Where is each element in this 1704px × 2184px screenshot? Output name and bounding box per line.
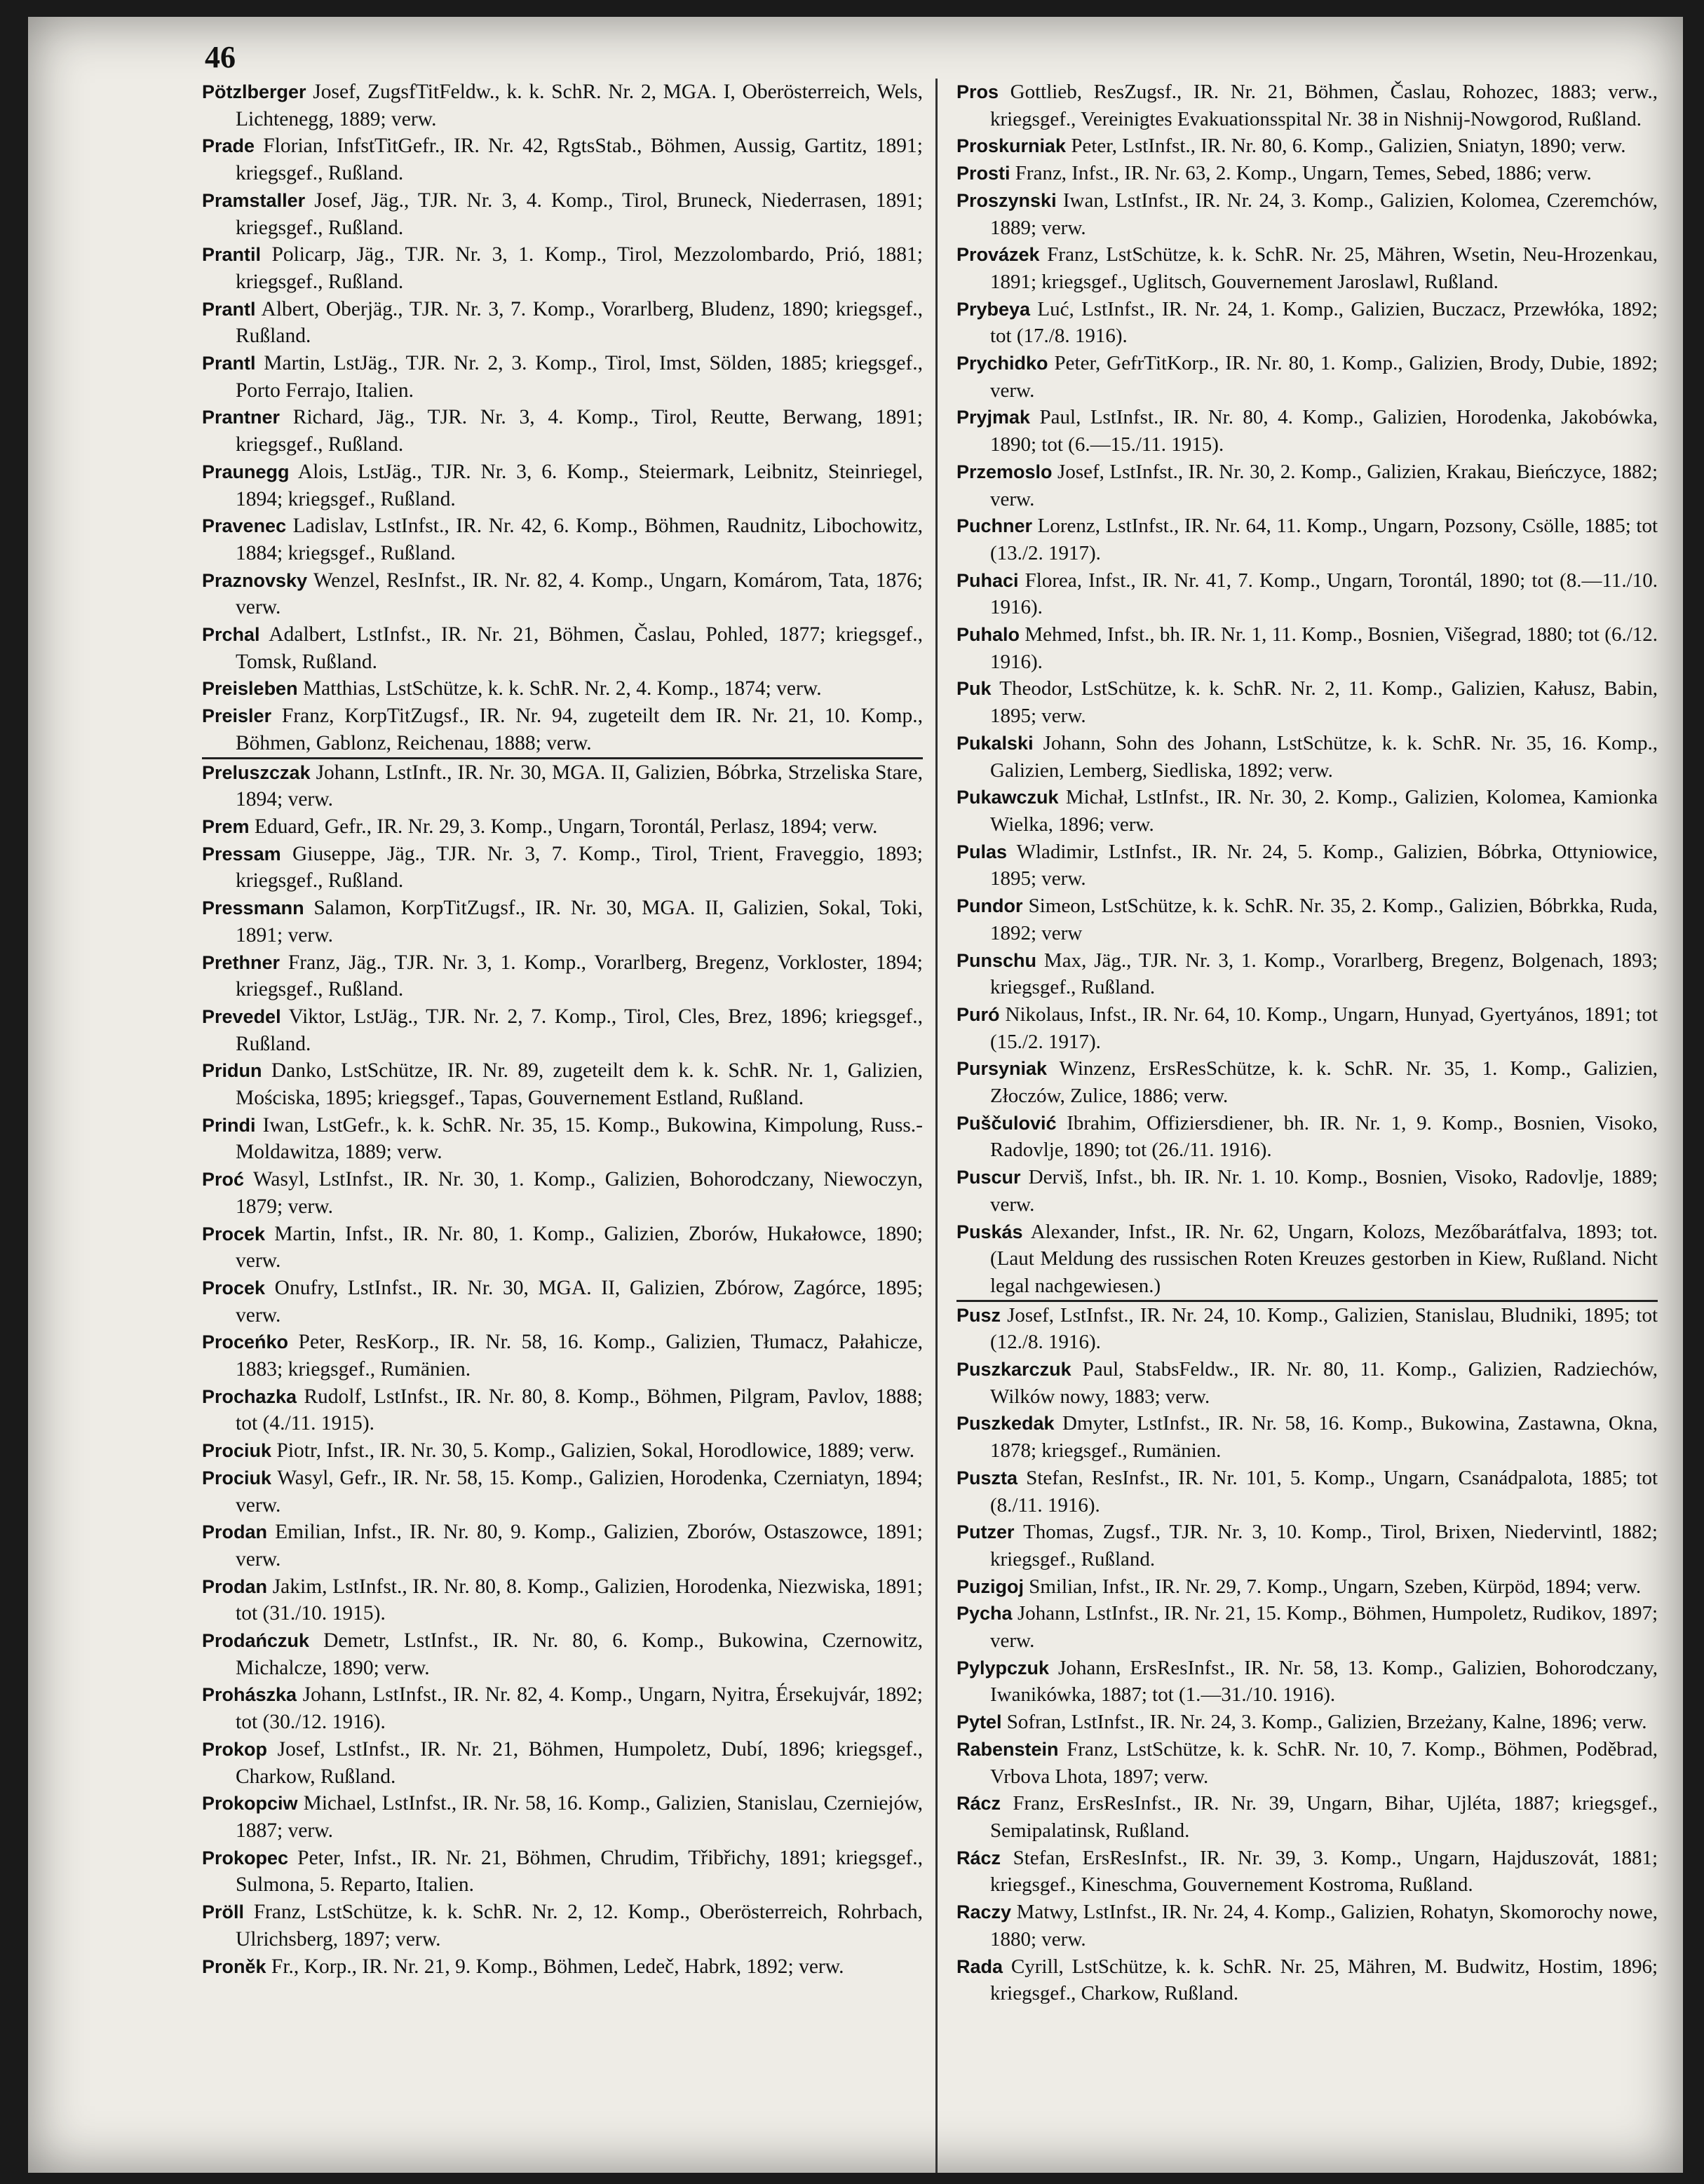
entry-surname: Rabenstein bbox=[956, 1738, 1059, 1760]
entry-surname: Prokopec bbox=[202, 1847, 289, 1868]
entry-details: Thomas, Zugsf., TJR. Nr. 3, 10. Komp., Tirol, Brixen, Niedervintl, 1882; kriegsgef., Rußland. bbox=[990, 1521, 1658, 1571]
entry-details: Salamon, KorpTitZugsf., IR. Nr. 30, MGA. II, Galizien, Sokal, Toki, 1891; verw. bbox=[236, 897, 924, 947]
entry-details: Paul, LstInfst., IR. Nr. 80, 4. Komp., Galizien, Horodenka, Jakobówka, 1890; tot (6.—15./11. 1915). bbox=[990, 406, 1658, 456]
entry-surname: Pusz bbox=[956, 1304, 1001, 1326]
register-entry bbox=[202, 241, 923, 295]
entry-details: Florian, InfstTitGefr., IR. Nr. 42, RgtsStab., Böhmen, Aussig, Gartitz, 1891; kriegsgef., Rußland. bbox=[236, 135, 924, 185]
entry-details: Gottlieb, ResZugsf., IR. Nr. 21, Böhmen, Časlau, Rohozec, 1883; verw., kriegsgef., Vereinigtes Evakuationsspital Nr. 38 in Nishnij-Nowgorod, Rußland. bbox=[990, 81, 1658, 130]
entry-details: Giuseppe, Jäg., TJR. Nr. 3, 7. Komp., Tirol, Trient, Fraveggio, 1893; kriegsgef., Rußland. bbox=[236, 842, 924, 893]
entry-surname: Pros bbox=[956, 81, 999, 102]
entry-surname: Procek bbox=[202, 1277, 266, 1298]
entry-surname: Putzer bbox=[956, 1521, 1015, 1543]
entry-details: Viktor, LstJäg., TJR. Nr. 2, 7. Komp., Tirol, Cles, Brez, 1896; kriegsgef., Rußland. bbox=[236, 1005, 923, 1055]
register-entry bbox=[956, 404, 1658, 458]
entry-details: Albert, Oberjäg., TJR. Nr. 3, 7. Komp., Vorarlberg, Bludenz, 1890; kriegsgef., Rußland. bbox=[236, 297, 924, 348]
register-entry bbox=[202, 1953, 923, 1981]
register-entry bbox=[956, 1110, 1658, 1164]
entry-surname: Pramstaller bbox=[202, 189, 306, 211]
register-entry bbox=[202, 1383, 923, 1437]
entry-details: Johann, LstInfst., IR. Nr. 82, 4. Komp., Ungarn, Nyitra, Érsekujvár, 1892; tot (30./12. 1916). bbox=[236, 1683, 923, 1734]
entry-details: Emilian, Infst., IR. Nr. 80, 9. Komp., Galizien, Zborów, Ostaszowce, 1891; verw. bbox=[236, 1521, 923, 1571]
entry-surname: Prybeya bbox=[956, 298, 1031, 320]
register-entry bbox=[202, 1437, 923, 1465]
register-entry bbox=[202, 675, 923, 703]
register-entry bbox=[956, 675, 1658, 729]
entry-surname: Pulas bbox=[956, 841, 1008, 862]
entry-details: Theodor, LstSchütze, k. k. SchR. Nr. 2, 11. Komp., Galizien, Kałusz, Babin, 1895; verw. bbox=[990, 677, 1658, 728]
entry-surname: Pursyniak bbox=[956, 1058, 1048, 1080]
entry-surname: Prociuk bbox=[202, 1440, 272, 1462]
entry-surname: Prchal bbox=[202, 624, 260, 646]
entry-surname: Pundor bbox=[956, 895, 1023, 917]
entry-surname: Pridun bbox=[202, 1060, 262, 1082]
entry-details: Peter, Infst., IR. Nr. 21, Böhmen, Chrudim, Třibřichy, 1891; kriegsgef., Sulmona, 5. Reparto, Italien. bbox=[236, 1846, 923, 1897]
register-entry bbox=[956, 1573, 1658, 1601]
entry-details: Josef, Jäg., TJR. Nr. 3, 4. Komp., Tirol, Bruneck, Niederrasen, 1891; kriegsgef., Rußland. bbox=[236, 189, 923, 239]
entry-details: Cyrill, LstSchütze, k. k. SchR. Nr. 25, Mähren, M. Budwitz, Hostim, 1896; kriegsgef., Charkow, Rußland. bbox=[990, 1955, 1658, 2005]
entry-details: Josef, ZugsfTitFeldw., k. k. SchR. Nr. 2, MGA. I, Oberösterreich, Wels, Lichtenegg, 1889; verw. bbox=[236, 81, 923, 130]
entry-details: Johann, ErsResInfst., IR. Nr. 58, 13. Komp., Galizien, Bohorodczany, Iwanikówka, 1887; tot (1.—31./10. 1916). bbox=[990, 1656, 1658, 1707]
entry-surname: Prohászka bbox=[202, 1684, 297, 1706]
register-entry bbox=[202, 79, 923, 133]
entry-surname: Preluszczak bbox=[202, 761, 311, 783]
page-number: 46 bbox=[205, 40, 236, 74]
register-entry bbox=[202, 1681, 923, 1735]
entry-details: Florea, Infst., IR. Nr. 41, 7. Komp., Ungarn, Torontál, 1890; tot (8.—11./10. 1916). bbox=[990, 569, 1658, 619]
register-entry bbox=[956, 160, 1658, 187]
entry-details: Wenzel, ResInfst., IR. Nr. 82, 4. Komp., Ungarn, Komárom, Tata, 1876; verw. bbox=[236, 569, 924, 619]
entry-details: Michał, LstInfst., IR. Nr. 30, 2. Komp., Galizien, Kolomea, Kamionka Wielka, 1896; verw. bbox=[990, 786, 1658, 836]
entry-details: Paul, StabsFeldw., IR. Nr. 80, 11. Komp., Galizien, Radziechów, Wilków nowy, 1883; verw. bbox=[990, 1358, 1658, 1408]
entry-surname: Pötzlberger bbox=[202, 81, 306, 102]
entry-details: Fr., Korp., IR. Nr. 21, 9. Komp., Böhmen, Ledeč, Habrk, 1892; verw. bbox=[271, 1955, 844, 1978]
entry-details: Matthias, LstSchütze, k. k. SchR. Nr. 2, 4. Komp., 1874; verw. bbox=[302, 677, 822, 700]
register-entry bbox=[202, 1057, 923, 1111]
entry-details: Franz, LstSchütze, k. k. SchR. Nr. 10, 7. Komp., Böhmen, Poděbrad, Vrbova Lhota, 1897; verw. bbox=[990, 1737, 1658, 1788]
register-entry bbox=[202, 133, 923, 186]
register-entry bbox=[202, 1112, 923, 1166]
register-entry bbox=[956, 79, 1658, 133]
entry-surname: Provázek bbox=[956, 244, 1040, 266]
register-entry bbox=[202, 813, 923, 841]
register-entry bbox=[202, 759, 923, 813]
entry-surname: Proskurniak bbox=[956, 135, 1067, 157]
entry-details: Franz, LstSchütze, k. k. SchR. Nr. 25, Mähren, Wsetin, Neu-Hrozenkau, 1891; kriegsgef., Uglitsch, Gouvernement Jaroslawl, Rußland. bbox=[990, 243, 1658, 293]
entry-surname: Praunegg bbox=[202, 461, 290, 482]
entry-surname: Pukalski bbox=[956, 732, 1034, 754]
entry-details: Piotr, Infst., IR. Nr. 30, 5. Komp., Galizien, Sokal, Horodlowice, 1889; verw. bbox=[276, 1439, 915, 1463]
entry-details: Demetr, LstInfst., IR. Nr. 80, 6. Komp., Bukowina, Czernowitz, Michalcze, 1890; verw. bbox=[236, 1629, 923, 1679]
entry-surname: Puhalo bbox=[956, 624, 1020, 646]
entry-details: Max, Jäg., TJR. Nr. 3, 1. Komp., Vorarlberg, Bregenz, Bolgenach, 1893; kriegsgef., Rußland. bbox=[990, 949, 1658, 999]
register-entry bbox=[202, 1573, 923, 1627]
entry-surname: Proněk bbox=[202, 1955, 266, 1977]
entry-surname: Prociuk bbox=[202, 1467, 272, 1488]
entry-surname: Puszkedak bbox=[956, 1413, 1055, 1434]
register-entry bbox=[956, 1164, 1658, 1218]
entry-details: Derviš, Infst., bh. IR. Nr. 1. 10. Komp., Bosnien, Visoko, Radovlje, 1889; verw. bbox=[990, 1166, 1658, 1216]
register-entry bbox=[956, 1001, 1658, 1055]
register-entry bbox=[956, 241, 1658, 295]
entry-surname: Pryjmak bbox=[956, 407, 1031, 428]
entry-details: Martin, Infst., IR. Nr. 80, 1. Komp., Galizien, Zborów, Hukałowce, 1890; verw. bbox=[236, 1222, 923, 1273]
entry-surname: Prokopciw bbox=[202, 1793, 298, 1815]
entry-details: Nikolaus, Infst., IR. Nr. 64, 10. Komp., Ungarn, Hunyad, Gyertyános, 1891; tot (15./2. 1917). bbox=[990, 1003, 1658, 1053]
register-entry bbox=[202, 621, 923, 675]
register-entry bbox=[956, 947, 1658, 1001]
entry-details: Johann, Sohn des Johann, LstSchütze, k. k. SchR. Nr. 35, 16. Komp., Galizien, Lemberg, Siedliska, 1892; verw. bbox=[990, 731, 1658, 782]
entry-details: Franz, ErsResInfst., IR. Nr. 39, Ungarn, Bihar, Ujléta, 1887; kriegsgef., Semipalatinsk, Rußland. bbox=[990, 1792, 1658, 1842]
entry-surname: Prantl bbox=[202, 298, 256, 320]
register-entry bbox=[202, 187, 923, 241]
register-entry bbox=[956, 621, 1658, 675]
register-entry bbox=[956, 1709, 1658, 1736]
register-entry bbox=[202, 1003, 923, 1057]
entry-surname: Pycha bbox=[956, 1603, 1013, 1625]
register-entry bbox=[202, 1275, 923, 1329]
left-column bbox=[202, 79, 923, 1980]
entry-details: Johann, LstInft., IR. Nr. 30, MGA. II, Galizien, Bóbrka, Strzeliska Stare, 1894; verw. bbox=[236, 761, 924, 811]
entry-surname: Prokop bbox=[202, 1738, 268, 1760]
register-entry bbox=[202, 1790, 923, 1844]
register-entry bbox=[956, 567, 1658, 621]
entry-details: Wasyl, LstInfst., IR. Nr. 30, 1. Komp., Galizien, Bohorodczany, Niewoczyn, 1879; verw. bbox=[236, 1168, 923, 1218]
register-entry bbox=[956, 1736, 1658, 1790]
entry-surname: Prosti bbox=[956, 163, 1010, 184]
entry-surname: Punschu bbox=[956, 949, 1037, 971]
register-entry bbox=[956, 1655, 1658, 1709]
entry-details: Franz, Jäg., TJR. Nr. 3, 1. Komp., Vorarlberg, Bregenz, Vorkloster, 1894; kriegsgef., Rußland. bbox=[236, 951, 923, 1001]
entry-details: Eduard, Gefr., IR. Nr. 29, 3. Komp., Ungarn, Torontál, Perlasz, 1894; verw. bbox=[254, 815, 878, 838]
entry-details: Johann, LstInfst., IR. Nr. 21, 15. Komp., Böhmen, Humpoletz, Rudikov, 1897; verw. bbox=[990, 1602, 1658, 1653]
register-entry bbox=[202, 841, 923, 895]
entry-details: Stefan, ErsResInfst., IR. Nr. 39, 3. Komp., Ungarn, Hajduszovát, 1881; kriegsgef., Kineschma, Gouvernement Kostroma, Rußland. bbox=[990, 1846, 1658, 1897]
entry-details: Alois, LstJäg., TJR. Nr. 3, 6. Komp., Steiermark, Leibnitz, Steinriegel, 1894; kriegsgef., Rußland. bbox=[236, 460, 923, 510]
register-entry bbox=[956, 1055, 1658, 1109]
entry-surname: Prethner bbox=[202, 951, 280, 973]
register-entry bbox=[202, 703, 923, 759]
entry-details: Martin, LstJäg., TJR. Nr. 2, 3. Komp., Tirol, Imst, Sölden, 1885; kriegsgef., Porto Ferrajo, Italien. bbox=[236, 352, 924, 402]
register-entry bbox=[202, 1465, 923, 1519]
entry-surname: Proceńko bbox=[202, 1331, 289, 1353]
entry-surname: Proszynski bbox=[956, 189, 1057, 211]
register-entry bbox=[956, 133, 1658, 160]
register-entry bbox=[202, 404, 923, 458]
register-entry bbox=[202, 1519, 923, 1573]
entry-details: Dmyter, LstInfst., IR. Nr. 58, 16. Komp., Bukowina, Zastawna, Okna, 1878; kriegsgef., Rumänien. bbox=[990, 1412, 1658, 1463]
register-entry bbox=[956, 296, 1658, 350]
entry-details: Michael, LstInfst., IR. Nr. 58, 16. Komp., Galizien, Stanislau, Czerniejów, 1887; verw. bbox=[236, 1792, 924, 1842]
entry-details: Franz, Infst., IR. Nr. 63, 2. Komp., Ungarn, Temes, Sebed, 1886; verw. bbox=[1015, 162, 1592, 185]
entry-surname: Puskás bbox=[956, 1221, 1023, 1242]
register-entry bbox=[956, 459, 1658, 513]
entry-surname: Prantl bbox=[202, 353, 256, 374]
entry-surname: Prantner bbox=[202, 407, 280, 428]
register-entry bbox=[956, 1410, 1658, 1464]
entry-details: Josef, LstInfst., IR. Nr. 24, 10. Komp., Galizien, Stanislau, Bludniki, 1895; tot (12./8. 1916). bbox=[990, 1303, 1658, 1354]
entry-details: Franz, LstSchütze, k. k. SchR. Nr. 2, 12. Komp., Oberösterreich, Rohrbach, Ulrichsberg, 1897; verw. bbox=[236, 1901, 923, 1951]
entry-details: Rudolf, LstInfst., IR. Nr. 80, 8. Komp., Böhmen, Pilgram, Pavlov, 1888; tot (4./11. 1915). bbox=[236, 1385, 923, 1435]
entry-details: Luć, LstInfst., IR. Nr. 24, 1. Komp., Galizien, Buczacz, Przewłóka, 1892; tot (17./8. 1916). bbox=[990, 297, 1658, 348]
entry-details: Alexander, Infst., IR. Nr. 62, Ungarn, Kolozs, Mezőbarátfalva, 1893; tot. (Laut Meldung des russischen Roten Kreuzes gestorben in Kiew, Rußland. Nicht legal nachgewiesen.) bbox=[990, 1220, 1658, 1297]
entry-details: Stefan, ResInfst., IR. Nr. 101, 5. Komp., Ungarn, Csanádpalota, 1885; tot (8./11. 1916). bbox=[990, 1466, 1658, 1517]
entry-details: Danko, LstSchütze, IR. Nr. 89, zugeteilt dem k. k. SchR. Nr. 1, Galizien, Mościska, 1895; kriegsgef., Tapas, Gouvernement Estland, Rußland. bbox=[236, 1059, 923, 1110]
entry-details: Ladislav, LstInfst., IR. Nr. 42, 6. Komp., Böhmen, Raudnitz, Libochowitz, 1884; kriegsgef., Rußland. bbox=[236, 515, 923, 564]
entry-surname: Prodańczuk bbox=[202, 1630, 310, 1652]
register-entry bbox=[202, 1736, 923, 1790]
register-entry bbox=[202, 567, 923, 621]
entry-details: Lorenz, LstInfst., IR. Nr. 64, 11. Komp., Ungarn, Pozsony, Csölle, 1885; tot (13./2. 1917). bbox=[990, 515, 1658, 564]
register-entry bbox=[956, 1302, 1658, 1356]
register-entry bbox=[202, 1166, 923, 1220]
register-entry bbox=[202, 1221, 923, 1275]
entry-surname: Rada bbox=[956, 1955, 1003, 1977]
entry-surname: Praznovsky bbox=[202, 569, 308, 591]
register-entry bbox=[202, 1627, 923, 1681]
entry-details: Sofran, LstInfst., IR. Nr. 24, 3. Komp., Galizien, Brzeżany, Kalne, 1896; verw. bbox=[1006, 1711, 1647, 1734]
entry-surname: Przemoslo bbox=[956, 461, 1053, 482]
entry-details: Peter, GefrTitKorp., IR. Nr. 80, 1. Komp., Galizien, Brody, Dubie, 1892; verw. bbox=[990, 352, 1658, 402]
entry-surname: Raczy bbox=[956, 1901, 1012, 1923]
entry-surname: Pressam bbox=[202, 843, 281, 864]
register-entry bbox=[956, 1600, 1658, 1654]
register-entry bbox=[956, 1899, 1658, 1953]
entry-surname: Prantil bbox=[202, 244, 262, 266]
register-entry bbox=[956, 1845, 1658, 1899]
register-entry bbox=[202, 459, 923, 513]
entry-surname: Puscur bbox=[956, 1167, 1021, 1188]
entry-surname: Puszta bbox=[956, 1467, 1018, 1488]
register-entry bbox=[202, 296, 923, 350]
entry-surname: Rácz bbox=[956, 1793, 1001, 1815]
entry-surname: Prade bbox=[202, 135, 255, 157]
register-entry bbox=[956, 1790, 1658, 1844]
entry-surname: Puk bbox=[956, 678, 992, 700]
entry-details: Wladimir, LstInfst., IR. Nr. 24, 5. Komp., Galizien, Bóbrka, Ottyniowice, 1895; verw. bbox=[990, 840, 1658, 890]
register-entry bbox=[956, 1356, 1658, 1410]
entry-surname: Pravenec bbox=[202, 515, 287, 537]
entry-details: Peter, ResKorp., IR. Nr. 58, 16. Komp., Galizien, Tłumacz, Pałahicze, 1883; kriegsgef., Rumänien. bbox=[236, 1331, 923, 1381]
entry-surname: Preisler bbox=[202, 705, 272, 727]
entry-surname: Rácz bbox=[956, 1847, 1001, 1868]
entry-surname: Prychidko bbox=[956, 353, 1048, 374]
register-entry bbox=[956, 1465, 1658, 1519]
register-entry bbox=[202, 1329, 923, 1383]
entry-details: Winzenz, ErsResSchütze, k. k. SchR. Nr. 35, 1. Komp., Galizien, Złoczów, Zulice, 1886; verw. bbox=[990, 1057, 1658, 1108]
register-entry bbox=[202, 513, 923, 567]
entry-details: Josef, LstInfst., IR. Nr. 21, Böhmen, Humpoletz, Dubí, 1896; kriegsgef., Charkow, Rußland. bbox=[236, 1737, 924, 1788]
entry-details: Josef, LstInfst., IR. Nr. 30, 2. Komp., Galizien, Krakau, Bieńczyce, 1882; verw. bbox=[990, 460, 1658, 510]
register-entry bbox=[956, 187, 1658, 241]
entry-details: Mehmed, Infst., bh. IR. Nr. 1, 11. Komp., Bosnien, Višegrad, 1880; tot (6./12. 1916). bbox=[990, 623, 1658, 673]
entry-details: Smilian, Infst., IR. Nr. 29, 7. Komp., Ungarn, Szeben, Kürpöd, 1894; verw. bbox=[1029, 1575, 1642, 1598]
entry-surname: Prindi bbox=[202, 1114, 256, 1136]
entry-surname: Prodan bbox=[202, 1521, 268, 1543]
entry-surname: Prodan bbox=[202, 1575, 268, 1597]
entry-surname: Puzigoj bbox=[956, 1575, 1024, 1597]
column-divider bbox=[935, 79, 938, 2173]
register-entry bbox=[956, 1953, 1658, 2007]
entry-details: Adalbert, LstInfst., IR. Nr. 21, Böhmen, Časlau, Pohled, 1877; kriegsgef., Tomsk, Rußland. bbox=[236, 623, 924, 673]
register-entry bbox=[202, 1899, 923, 1953]
register-entry bbox=[202, 895, 923, 949]
entry-surname: Pröll bbox=[202, 1901, 245, 1923]
entry-details: Franz, KorpTitZugsf., IR. Nr. 94, zugeteilt dem IR. Nr. 21, 10. Komp., Böhmen, Gablonz, Reichenau, 1888; verw. bbox=[236, 705, 923, 754]
entry-surname: Pytel bbox=[956, 1711, 1002, 1733]
entry-surname: Puszkarczuk bbox=[956, 1359, 1071, 1381]
entry-surname: Puhaci bbox=[956, 569, 1019, 591]
entry-surname: Puró bbox=[956, 1003, 1000, 1025]
entry-details: Iwan, LstInfst., IR. Nr. 24, 3. Komp., Galizien, Kolomea, Czeremchów, 1889; verw. bbox=[990, 189, 1658, 239]
entry-details: Matwy, LstInfst., IR. Nr. 24, 4. Komp., Galizien, Rohatyn, Skomorochy nowe, 1880; verw. bbox=[990, 1901, 1658, 1951]
entry-details: Jakim, LstInfst., IR. Nr. 80, 8. Komp., Galizien, Horodenka, Niezwiska, 1891; tot (31./10. 1915). bbox=[236, 1575, 923, 1625]
entry-details: Peter, LstInfst., IR. Nr. 80, 6. Komp., Galizien, Sniatyn, 1890; verw. bbox=[1071, 135, 1626, 158]
entry-surname: Puchner bbox=[956, 515, 1033, 537]
entry-details: Richard, Jäg., TJR. Nr. 3, 4. Komp., Tirol, Reutte, Berwang, 1891; kriegsgef., Rußland. bbox=[236, 406, 923, 456]
entry-details: Simeon, LstSchütze, k. k. SchR. Nr. 35, 2. Komp., Galizien, Bóbrkka, Ruda, 1892; verw bbox=[990, 895, 1658, 944]
register-entry bbox=[956, 1519, 1658, 1573]
entry-surname: Prochazka bbox=[202, 1385, 297, 1407]
register-entry bbox=[202, 350, 923, 404]
entry-surname: Prem bbox=[202, 815, 250, 837]
register-entry bbox=[956, 350, 1658, 404]
entry-surname: Puščulović bbox=[956, 1112, 1057, 1134]
entry-surname: Preisleben bbox=[202, 678, 298, 700]
entry-surname: Proć bbox=[202, 1169, 245, 1191]
register-entry bbox=[956, 513, 1658, 567]
entry-surname: Prevedel bbox=[202, 1005, 281, 1027]
entry-surname: Pukawczuk bbox=[956, 787, 1059, 808]
register-entry bbox=[202, 949, 923, 1003]
entry-details: Policarp, Jäg., TJR. Nr. 3, 1. Komp., Tirol, Mezzolombardo, Prió, 1881; kriegsgef., Rußland. bbox=[236, 243, 924, 293]
document-page bbox=[28, 17, 1683, 2173]
register-entry bbox=[956, 839, 1658, 893]
entry-surname: Procek bbox=[202, 1223, 266, 1244]
entry-surname: Pressmann bbox=[202, 897, 304, 919]
entry-details: Wasyl, Gefr., IR. Nr. 58, 15. Komp., Galizien, Horodenka, Czerniatyn, 1894; verw. bbox=[236, 1466, 923, 1517]
register-entry bbox=[956, 893, 1658, 947]
register-entry bbox=[956, 784, 1658, 838]
register-entry bbox=[202, 1845, 923, 1899]
entry-surname: Pylypczuk bbox=[956, 1657, 1050, 1678]
register-entry bbox=[956, 1219, 1658, 1302]
entry-details: Iwan, LstGefr., k. k. SchR. Nr. 35, 15. Komp., Bukowina, Kimpolung, Russ.-Moldawitza, 1889; verw. bbox=[236, 1113, 924, 1164]
right-column bbox=[956, 79, 1658, 2007]
entry-details: Ibrahim, Offiziersdiener, bh. IR. Nr. 1, 9. Komp., Bosnien, Visoko, Radovlje, 1890; tot (26./11. 1916). bbox=[990, 1111, 1658, 1162]
register-entry bbox=[956, 730, 1658, 784]
entry-details: Onufry, LstInfst., IR. Nr. 30, MGA. II, Galizien, Zbórow, Zagórce, 1895; verw. bbox=[236, 1276, 924, 1327]
